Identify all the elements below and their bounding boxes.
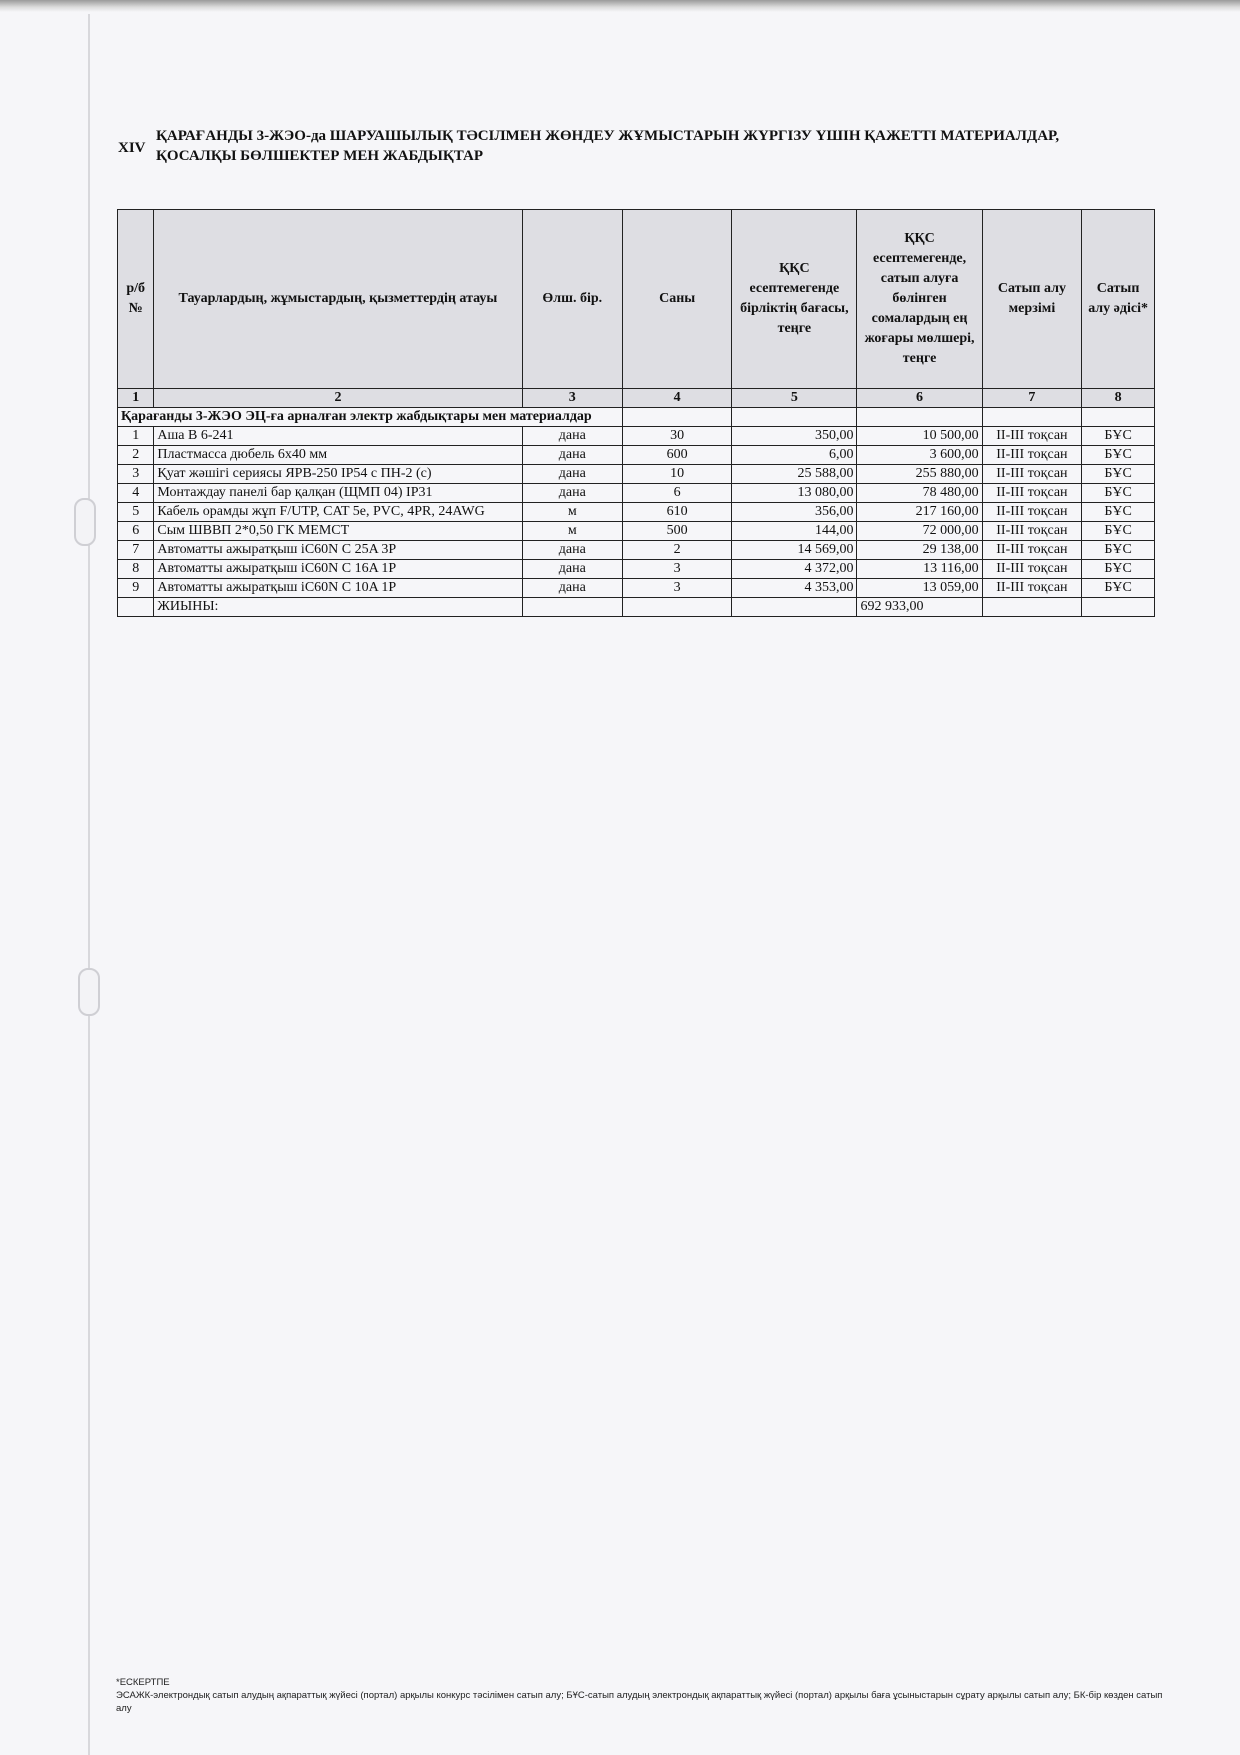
item-unit: дана (522, 465, 623, 484)
table-row (118, 446, 1155, 465)
item-unit-price: 350,00 (732, 427, 857, 446)
title-line-1: ҚАРАҒАНДЫ 3-ЖЭО-да ШАРУАШЫЛЫҚ ТӘСІЛМЕН ЖӨНДЕУ ЖҰМЫСТАРЫН ЖҮРГІЗУ ҮШІН ҚАЖЕТТІ МАТЕРИАЛДАР, (156, 128, 1060, 144)
scan-top-edge (0, 0, 1240, 12)
item-total: 255 880,00 (857, 465, 982, 484)
item-period: II-III тоқсан (982, 427, 1082, 446)
item-period: II-III тоқсан (982, 579, 1082, 598)
row-number: 5 (118, 503, 154, 522)
item-name: Автоматты ажыратқыш iC60N C 16A 1P (154, 560, 522, 579)
total-label: ЖИЫНЫ: (154, 598, 522, 617)
item-method: БҰС (1082, 427, 1155, 446)
item-total: 13 059,00 (857, 579, 982, 598)
item-period: II-III тоқсан (982, 503, 1082, 522)
item-unit: м (522, 522, 623, 541)
item-quantity: 2 (623, 541, 732, 560)
table-row (118, 484, 1155, 503)
item-method: БҰС (1082, 484, 1155, 503)
row-number: 2 (118, 446, 154, 465)
item-unit: дана (522, 427, 623, 446)
item-method: БҰС (1082, 560, 1155, 579)
item-quantity: 6 (623, 484, 732, 503)
item-period: II-III тоқсан (982, 522, 1082, 541)
item-name: Сым ШВВП 2*0,50 ГК МЕМСТ (154, 522, 522, 541)
item-quantity: 30 (623, 427, 732, 446)
table-row (118, 560, 1155, 579)
item-method: БҰС (1082, 541, 1155, 560)
item-period: II-III тоқсан (982, 446, 1082, 465)
footnote-heading: *ЕСКЕРТПЕ (116, 1677, 170, 1688)
item-period: II-III тоқсан (982, 560, 1082, 579)
table-row (118, 427, 1155, 446)
row-number: 8 (118, 560, 154, 579)
row-number: 9 (118, 579, 154, 598)
item-quantity: 500 (623, 522, 732, 541)
table-header-row (118, 210, 1155, 389)
total-value: 692 933,00 (857, 598, 982, 617)
item-period: II-III тоқсан (982, 541, 1082, 560)
item-quantity: 600 (623, 446, 732, 465)
item-total: 72 000,00 (857, 522, 982, 541)
item-unit-price: 144,00 (732, 522, 857, 541)
footnote (116, 1676, 1166, 1715)
item-name: Аша В 6-241 (154, 427, 522, 446)
column-number: 3 (522, 389, 623, 408)
header-cell: ҚҚС есептемегенде, сатып алуға бөлінген сомалардың ең жоғары мөлшері, теңге (857, 210, 982, 389)
item-quantity: 610 (623, 503, 732, 522)
item-method: БҰС (1082, 579, 1155, 598)
item-unit-price: 14 569,00 (732, 541, 857, 560)
table-row (118, 579, 1155, 598)
table-row (118, 465, 1155, 484)
item-unit-price: 4 353,00 (732, 579, 857, 598)
column-number-row (118, 389, 1155, 408)
margin-rule (88, 14, 90, 1755)
item-quantity: 3 (623, 579, 732, 598)
item-unit-price: 356,00 (732, 503, 857, 522)
item-name: Автоматты ажыратқыш iC60N C 10A 1P (154, 579, 522, 598)
row-number: 3 (118, 465, 154, 484)
column-number: 7 (982, 389, 1082, 408)
header-cell: Саны (623, 210, 732, 389)
title-line-2: ҚОСАЛҚЫ БӨЛШЕКТЕР МЕН ЖАБДЫҚТАР (156, 148, 483, 164)
row-number: 1 (118, 427, 154, 446)
item-unit-price: 4 372,00 (732, 560, 857, 579)
item-period: II-III тоқсан (982, 465, 1082, 484)
header-cell: Өлш. бір. (522, 210, 623, 389)
header-cell: Сатып алу мерзімі (982, 210, 1082, 389)
item-name: Қуат жәшігі сериясы ЯРВ-250 IP54 с ПН-2 (с) (154, 465, 522, 484)
item-name: Автоматты ажыратқыш iC60N C 25A 3P (154, 541, 522, 560)
item-unit: дана (522, 484, 623, 503)
item-name: Монтаждау панелі бар қалқан (ЩМП 04) IP31 (154, 484, 522, 503)
item-name: Кабель орамды жұп F/UTP, CAT 5e, PVC, 4PR, 24AWG (154, 503, 522, 522)
header-cell: ҚҚС есептемегенде бірліктің бағасы, теңге (732, 210, 857, 389)
item-unit-price: 13 080,00 (732, 484, 857, 503)
item-unit-price: 6,00 (732, 446, 857, 465)
header-cell: Сатып алу әдісі* (1082, 210, 1155, 389)
item-total: 78 480,00 (857, 484, 982, 503)
row-number: 7 (118, 541, 154, 560)
row-number: 4 (118, 484, 154, 503)
header-cell: Тауарлардың, жұмыстардың, қызметтердің атауы (154, 210, 522, 389)
item-total: 10 500,00 (857, 427, 982, 446)
footnote-text: ЭСАЖК-электрондық сатып алудың ақпараттық жүйесі (портал) арқылы конкурс тәсілімен сатып алу; БҰС-сатып алудың электрондық ақпараттық жүйесі (портал) арқылы баға ұсыныстарын сұрату арқылы сатып алу; БК-бір көзден сатып алу (116, 1690, 1163, 1714)
item-unit: м (522, 503, 623, 522)
column-number: 5 (732, 389, 857, 408)
table-row (118, 522, 1155, 541)
item-quantity: 10 (623, 465, 732, 484)
section-row (118, 408, 1155, 427)
item-total: 217 160,00 (857, 503, 982, 522)
item-unit: дана (522, 560, 623, 579)
row-number: 6 (118, 522, 154, 541)
item-method: БҰС (1082, 465, 1155, 484)
item-method: БҰС (1082, 522, 1155, 541)
item-total: 3 600,00 (857, 446, 982, 465)
materials-table (117, 209, 1155, 617)
section-title: Қарағанды 3-ЖЭО ЭЦ-ға арналған электр жабдықтары мен материалдар (118, 408, 623, 427)
column-number: 6 (857, 389, 982, 408)
table-body (118, 427, 1155, 598)
column-number: 4 (623, 389, 732, 408)
punch-hole (78, 968, 100, 1016)
table-row (118, 503, 1155, 522)
item-total: 13 116,00 (857, 560, 982, 579)
column-number: 2 (154, 389, 522, 408)
item-unit: дана (522, 541, 623, 560)
item-name: Пластмасса дюбель 6х40 мм (154, 446, 522, 465)
item-period: II-III тоқсан (982, 484, 1082, 503)
table-row (118, 541, 1155, 560)
section-number: XIV (118, 140, 146, 156)
item-unit: дана (522, 579, 623, 598)
column-number: 8 (1082, 389, 1155, 408)
item-unit-price: 25 588,00 (732, 465, 857, 484)
item-unit: дана (522, 446, 623, 465)
item-total: 29 138,00 (857, 541, 982, 560)
punch-hole (74, 498, 96, 546)
document-title (156, 126, 1059, 166)
item-method: БҰС (1082, 446, 1155, 465)
column-number: 1 (118, 389, 154, 408)
header-cell: р/б № (118, 210, 154, 389)
item-method: БҰС (1082, 503, 1155, 522)
item-quantity: 3 (623, 560, 732, 579)
total-row (118, 598, 1155, 617)
